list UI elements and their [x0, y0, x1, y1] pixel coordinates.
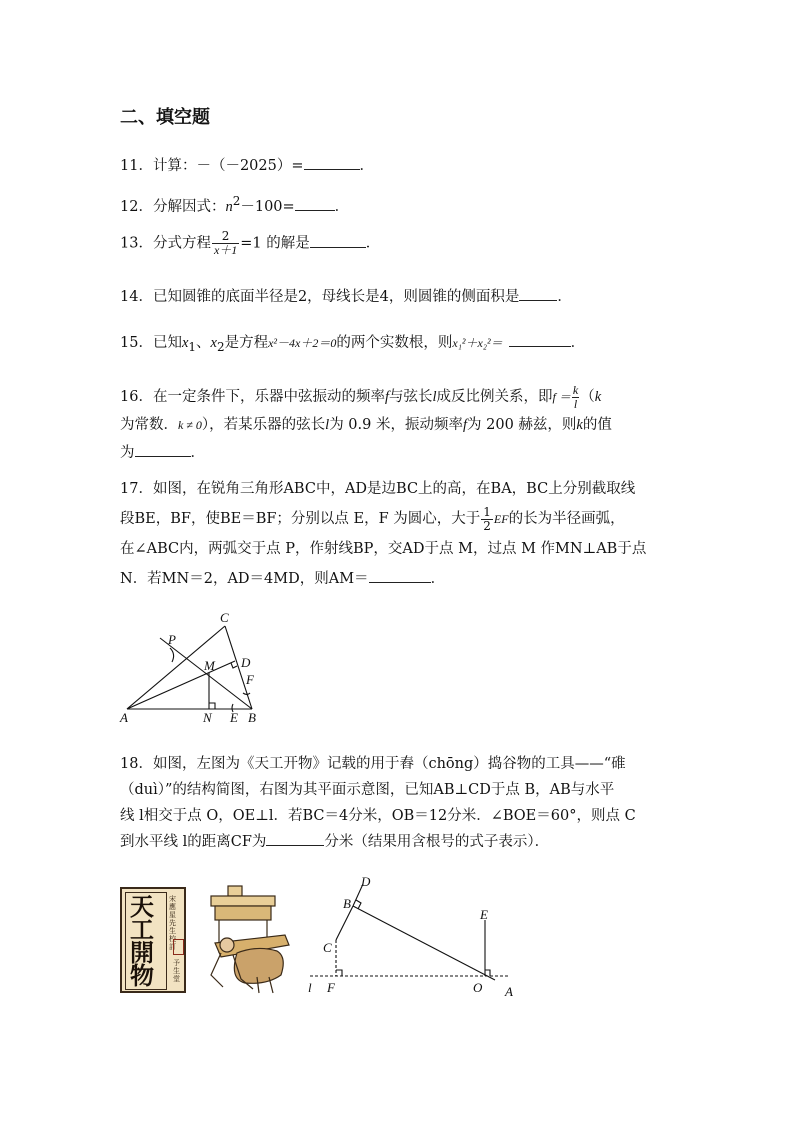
question-number: 15． — [120, 335, 153, 351]
label-a: A — [505, 984, 513, 999]
formula-fraction: $\frac{k}{l}$ — [572, 382, 579, 411]
label-p: P — [168, 632, 176, 647]
label-f: F — [246, 672, 254, 687]
label-f: F — [327, 980, 335, 995]
label-b: B — [343, 896, 351, 911]
answer-blank[interactable] — [295, 196, 335, 211]
label-e: E — [230, 710, 238, 725]
right-angle-n — [209, 703, 215, 709]
answer-blank[interactable] — [369, 568, 431, 583]
segment-ba — [353, 906, 495, 980]
answer-blank[interactable] — [266, 831, 324, 846]
question-15: 15．已知$x_1$、$x_2$是方程x²－4x＋2＝0的两个实数根，则x₁²＋x₂²＝ ． — [120, 332, 585, 356]
question-number: 11． — [120, 158, 153, 174]
half-fraction: $\frac{1}{2}$ — [483, 504, 491, 533]
label-m: M — [204, 658, 215, 673]
question-number: 12． — [120, 198, 153, 215]
question-12: 12．分解因式：$n^2-100=$ ． — [120, 194, 350, 215]
altitude-ad — [127, 661, 235, 709]
label-d: D — [241, 655, 251, 670]
label-a: A — [120, 710, 128, 725]
right-angle-d — [231, 663, 237, 668]
answer-blank[interactable] — [135, 442, 191, 457]
seal-stamp — [173, 939, 184, 955]
question-number: 13． — [120, 235, 153, 252]
question-13: 13．分式方程 $\frac{2}{x+1}$ =1 的解是 ． — [120, 229, 381, 257]
answer-blank[interactable] — [304, 155, 360, 170]
answer-blank[interactable] — [519, 286, 557, 301]
label-e: E — [480, 907, 488, 922]
section-title: 二、填空题 — [120, 107, 210, 128]
ray-bp — [160, 638, 252, 709]
book-side-text: 宋應星先生校訂 — [169, 895, 176, 951]
segment-bc — [336, 906, 353, 940]
question-18: 18．如图，左图为《天工开物》记载的用于舂（chōng）捣谷物的工具——“碓 （duì）”的结构简图，右图为其平面示意图，已知AB⊥CD于点 B，AB与水平 线 l相交于点 O，OE⊥l．若BC＝4分米，OB＝12分米．∠BOE＝60°，则点 C 到水平线 l的距离CF为 分米（结果用含根号的式子表示）． — [120, 756, 636, 850]
question-17: 17．如图，在锐角三角形ABC中，AD是边BC上的高，在BA，BC上分别截取线 段BE，BF，使BE＝BF；分别以点 E，F 为圆心，大于 $\frac{1}{2}$ EF的长为半径画弧， 在∠ABC内，两弧交于点 P，作射线BP，交AD于点 M，过点 M 作MN⊥AB于点 N．若MN＝2，AD＝4MD，则AM＝ ． — [120, 481, 647, 587]
figure-18-diagram — [300, 872, 525, 1000]
answer-blank[interactable] — [509, 332, 571, 347]
label-l: l — [308, 980, 312, 995]
book-cover-image: 天 工 開 物 宋應星先生校訂 予生堂 — [120, 887, 186, 993]
right-angle-f — [336, 970, 342, 976]
arc-mark-p — [170, 648, 174, 662]
figure-17-triangle — [112, 606, 282, 728]
label-b: B — [248, 710, 256, 725]
book-publisher: 予生堂 — [173, 959, 180, 983]
question-14: 14．已知圆锥的底面半径是2，母线长是4，则圆锥的侧面积是 ． — [120, 286, 572, 306]
pestle-illustration — [197, 883, 293, 995]
label-c: C — [323, 940, 332, 955]
answer-blank[interactable] — [310, 233, 366, 248]
question-number: 14． — [120, 289, 153, 305]
fraction: $\frac{2}{x+1}$ — [213, 229, 238, 257]
question-11: 11．计算：－（－2025）= ． — [120, 155, 374, 175]
label-d: D — [361, 874, 371, 889]
question-16: 16．在一定条件下，乐器中弦振动的频率f与弦长l成反比例关系，即f ＝ $\frac{k}{l}$ （k 为常数．k ≠ 0），若某乐器的弦长l为 0.9 米，振动频率f为 200 赫兹，则k的值 为 ． — [120, 382, 612, 461]
label-c: C — [220, 610, 229, 625]
label-n: N — [203, 710, 212, 725]
label-o: O — [473, 980, 483, 995]
